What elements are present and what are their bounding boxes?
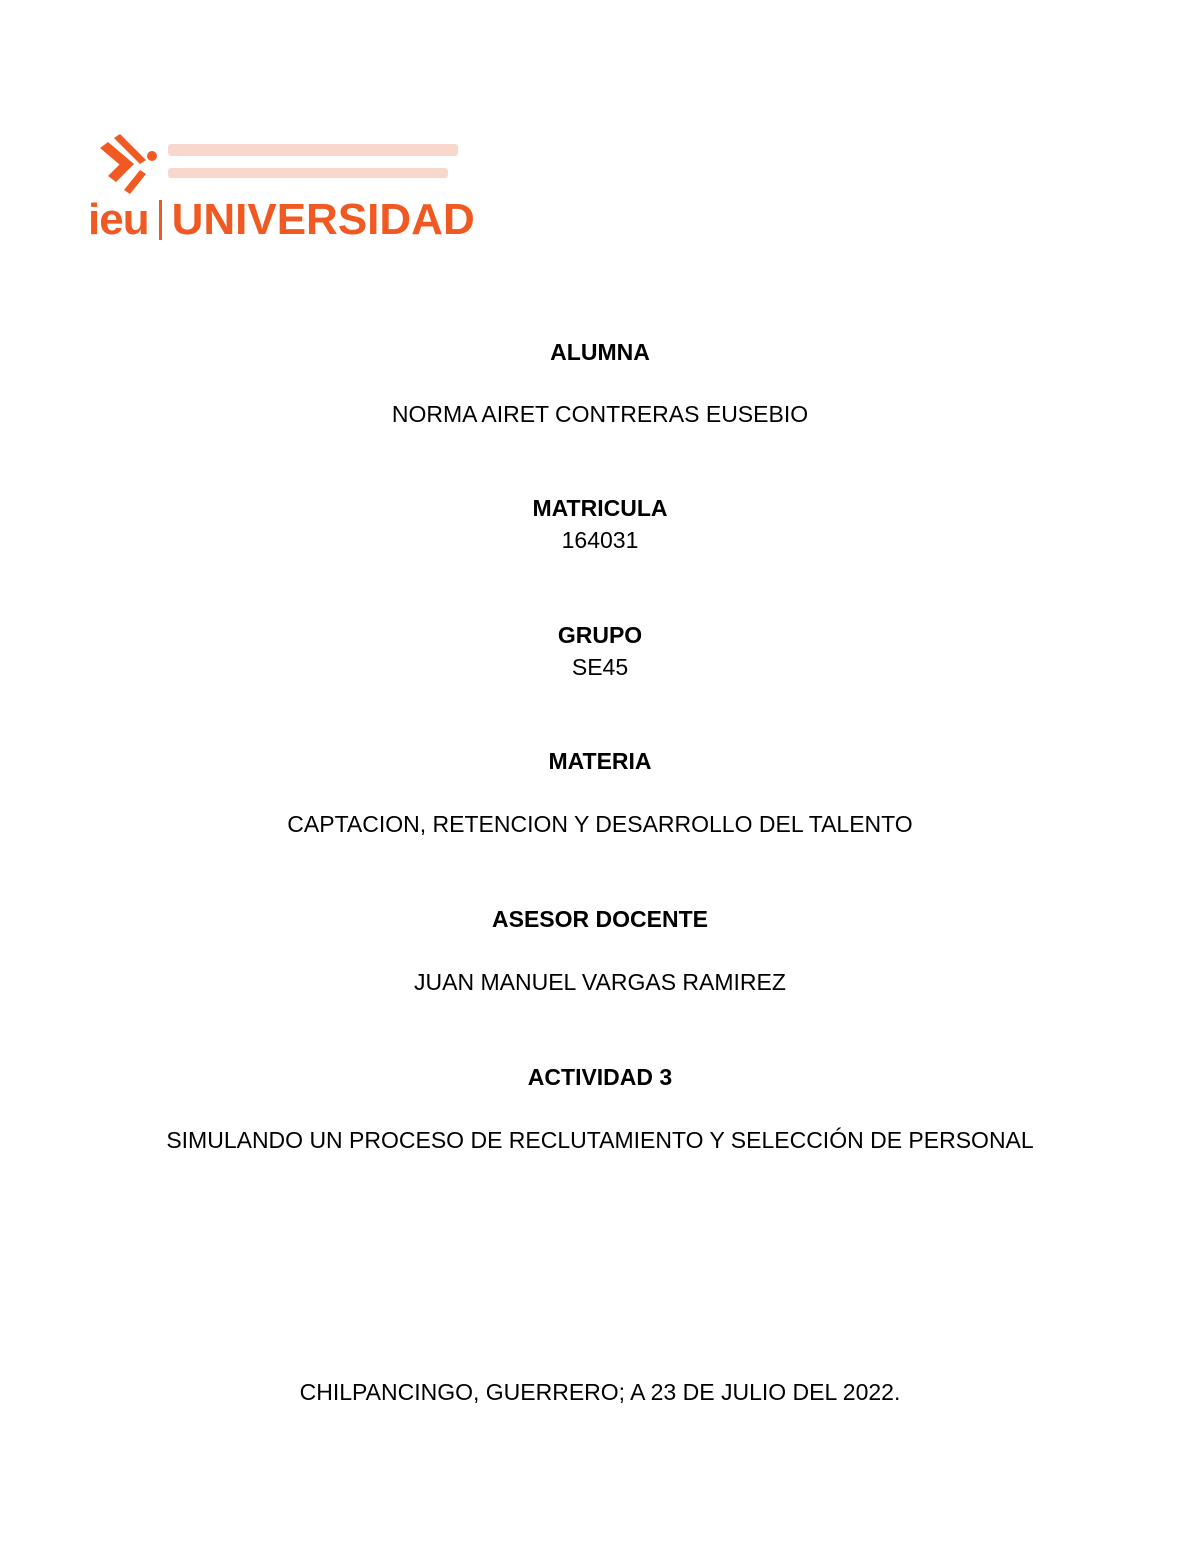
logo-wordmark (88, 196, 475, 244)
activity-title: SIMULANDO UN PROCESO DE RECLUTAMIENTO Y SELECCIÓN DE PERSONAL (166, 1127, 1034, 1153)
logo-brand-text: ieu (88, 195, 149, 244)
activity-label: ACTIVIDAD 3 (527, 1064, 673, 1090)
logo-divider (159, 200, 162, 240)
subject-value: CAPTACION, RETENCION Y DESARROLLO DEL TALENTO (287, 811, 913, 837)
advisor-name: JUAN MANUEL VARGAS RAMIREZ (414, 969, 786, 995)
logo-faded-tagline (168, 138, 468, 186)
group-label: GRUPO (557, 622, 643, 648)
id-label: MATRICULA (532, 495, 668, 521)
group-value: SE45 (571, 654, 629, 680)
ieu-chevron-logo-icon (94, 134, 158, 196)
student-label: ALUMNA (550, 339, 650, 365)
subject-label: MATERIA (548, 748, 652, 774)
university-logo (88, 134, 480, 248)
id-value: 164031 (561, 527, 639, 553)
logo-university-text: UNIVERSIDAD (171, 195, 475, 244)
student-name: NORMA AIRET CONTRERAS EUSEBIO (391, 401, 809, 427)
place-date: CHILPANCINGO, GUERRERO; A 23 DE JULIO DEL 2022. (299, 1379, 901, 1405)
advisor-label: ASESOR DOCENTE (492, 906, 708, 932)
